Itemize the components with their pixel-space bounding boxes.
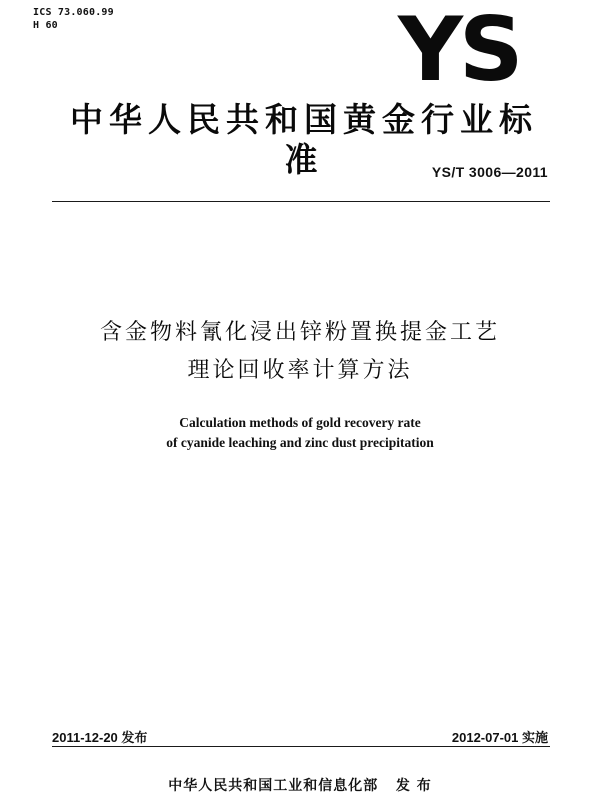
implementation-date: 2012-07-01 实施 xyxy=(451,730,548,745)
ics-code: ICS 73.060.99 xyxy=(33,7,114,18)
standard-number: YS/T 3006—2011 xyxy=(431,164,548,180)
issuing-authority: 中华人民共和国工业和信息化部 发 布 xyxy=(168,778,432,794)
header-divider xyxy=(52,201,550,202)
ys-logo: YS xyxy=(398,0,520,101)
ccs-code: H 60 xyxy=(33,20,58,31)
issue-date: 2011-12-20 发布 xyxy=(52,730,148,745)
english-title-line-1: Calculation methods of gold recovery rate xyxy=(179,415,421,430)
classification-codes xyxy=(33,6,114,32)
english-title-line-2: of cyanide leaching and zinc dust precipitation xyxy=(166,435,434,450)
chinese-title-line-2: 理论回收率计算方法 xyxy=(187,358,413,383)
chinese-title-line-1: 含金物料氰化浸出锌粉置换提金工艺 xyxy=(99,320,500,345)
footer-divider xyxy=(52,746,550,747)
standard-category-title: 中华人民共和国黄金行业标准 xyxy=(70,100,538,179)
